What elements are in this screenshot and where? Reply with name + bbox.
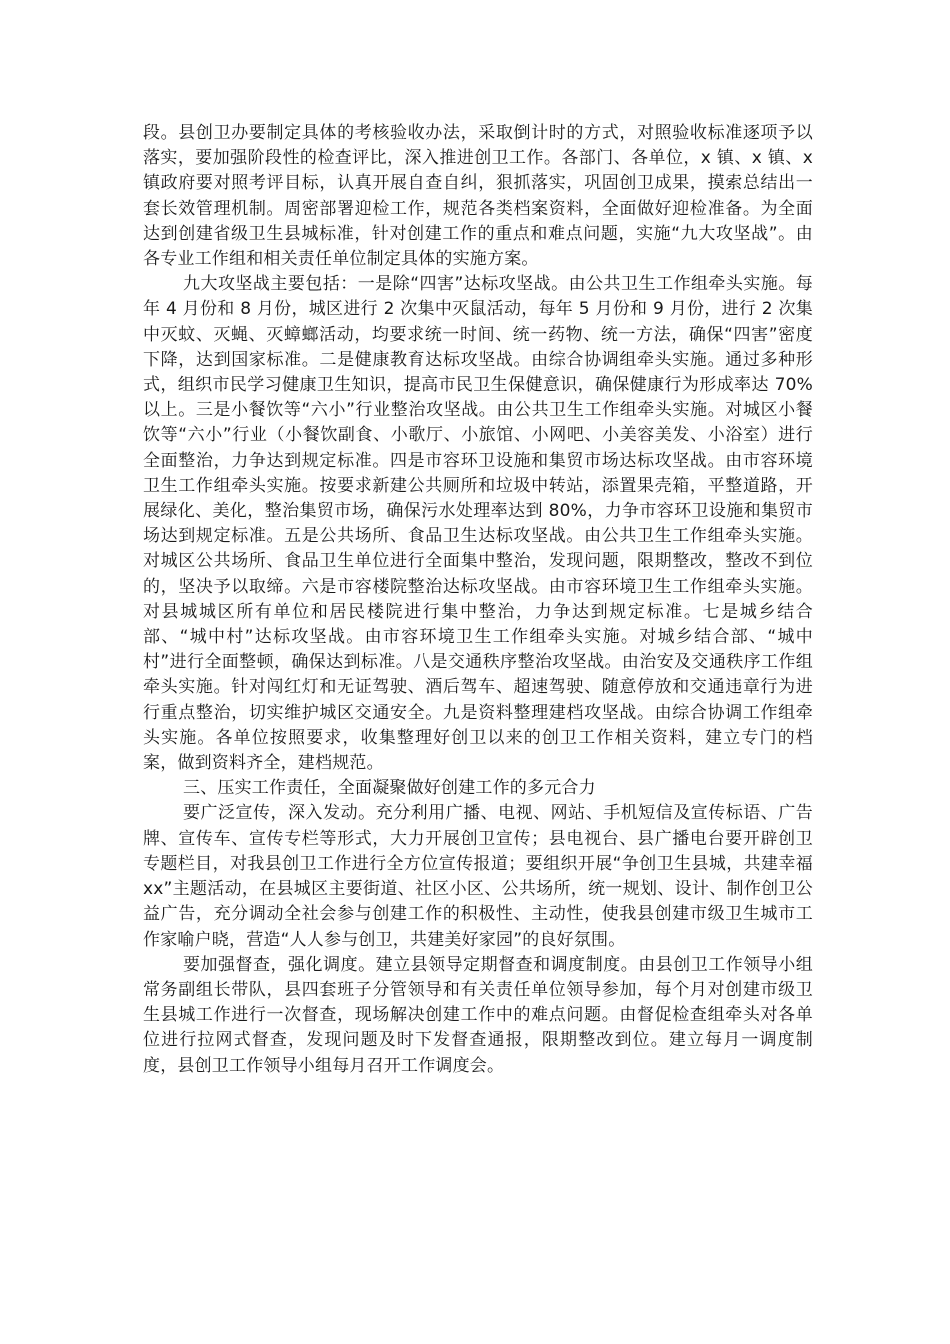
paragraph-nine-campaigns: 九大攻坚战主要包括：一是除“四害”达标攻坚战。由公共卫生工作组牵头实施。每年 4 月份和 8 月份，城区进行 2 次集中灭鼠活动，每年 5 月份和 9 月份，进行 2 次集中灭蚊、灭蝇、灭蟑螂活动，均要求统一时间、统一药物、统一方法，确保“四害”密度下降，达到国家标准。二是健康教育达标攻坚战。由综合协调组牵头实施。通过多种形式，组织市民学习健康卫生知识，提高市民卫生保健意识，确保健康行为形成率达 70%以上。三是小餐饮等“六小”行业整治攻坚战。由公共卫生工作组牵头实施。对城区小餐饮等“六小”行业（小餐饮副食、小歌厅、小旅馆、小网吧、小美容美发、小浴室）进行全面整治，力争达到规定标准。四是市容环卫设施和集贸市场达标攻坚战。由市容环境卫生工作组牵头实施。按要求新建公共厕所和垃圾中转站，添置果壳箱，平整道路，开展绿化、美化，整治集贸市场，确保污水处理率达到 80%，力争市容环卫设施和集贸市场达到规定标准。五是公共场所、食品卫生达标攻坚战。由公共卫生工作组牵头实施。对城区公共场所、食品卫生单位进行全面集中整治，发现问题，限期整改，整改不到位的，坚决予以取缔。六是市容楼院整治达标攻坚战。由市容环境卫生工作组牵头实施。对县城城区所有单位和居民楼院进行集中整治，力争达到规定标准。七是城乡结合部、“城中村”达标攻坚战。由市容环境卫生工作组牵头实施。对城乡结合部、“城中村”进行全面整顿，确保达到标准。八是交通秩序整治攻坚战。由治安及交通秩序工作组牵头实施。针对闯红灯和无证驾驶、酒后驾车、超速驾驶、随意停放和交通违章行为进行重点整治，切实维护城区交通安全。九是资料整理建档攻坚战。由综合协调工作组牵头实施。各单位按照要求，收集整理好创卫以来的创卫工作相关资料，建立专门的档案，做到资料齐全，建档规范。: [143, 274, 813, 774]
paragraph-publicity: 要广泛宣传，深入发动。充分利用广播、电视、网站、手机短信及宣传标语、广告牌、宣传车、宣传专栏等形式，大力开展创卫宣传；县电视台、县广播电台要开辟创卫专题栏目，对我县创卫工作进行全方位宣传报道；要组织开展“争创卫生县城，共建幸福 xx”主题活动，在县城区主要街道、社区小区、公共场所，统一规划、设计、制作创卫公益广告，充分调动全社会参与创建工作的积极性、主动性，使我县创建市级卫生城市工作家喻户晓，营造“人人参与创卫，共建美好家园”的良好氛围。: [143, 803, 813, 950]
section-heading-3: 三、压实工作责任，全面凝聚做好创建工作的多元合力: [183, 778, 596, 799]
document-page: [143, 121, 813, 1079]
paragraph-supervision: 要加强督查，强化调度。建立县领导定期督查和调度制度。由县创卫工作领导小组常务副组长带队，县四套班子分管领导和有关责任单位领导参加，每个月对创建市级卫生县城工作进行一次督查，现场解决创建工作中的难点问题。由督促检查组牵头对各单位进行拉网式督查，发现问题及时下发督查通报，限期整改到位。建立每月一调度制度，县创卫工作领导小组每月召开工作调度会。: [143, 954, 813, 1076]
paragraph-continuation: 段。县创卫办要制定具体的考核验收办法，采取倒计时的方式，对照验收标准逐项予以落实，要加强阶段性的检查评比，深入推进创卫工作。各部门、各单位，x 镇、x 镇、x 镇政府要对照考评目标，认真开展自查自纠，狠抓落实，巩固创卫成果，摸索总结出一套长效管理机制。周密部署迎检工作，规范各类档案资料，全面做好迎检准备。为全面达到创建省级卫生县城标准，针对创建工作的重点和难点问题，实施“九大攻坚战”。由各专业工作组和相关责任单位制定具体的实施方案。: [143, 123, 813, 270]
